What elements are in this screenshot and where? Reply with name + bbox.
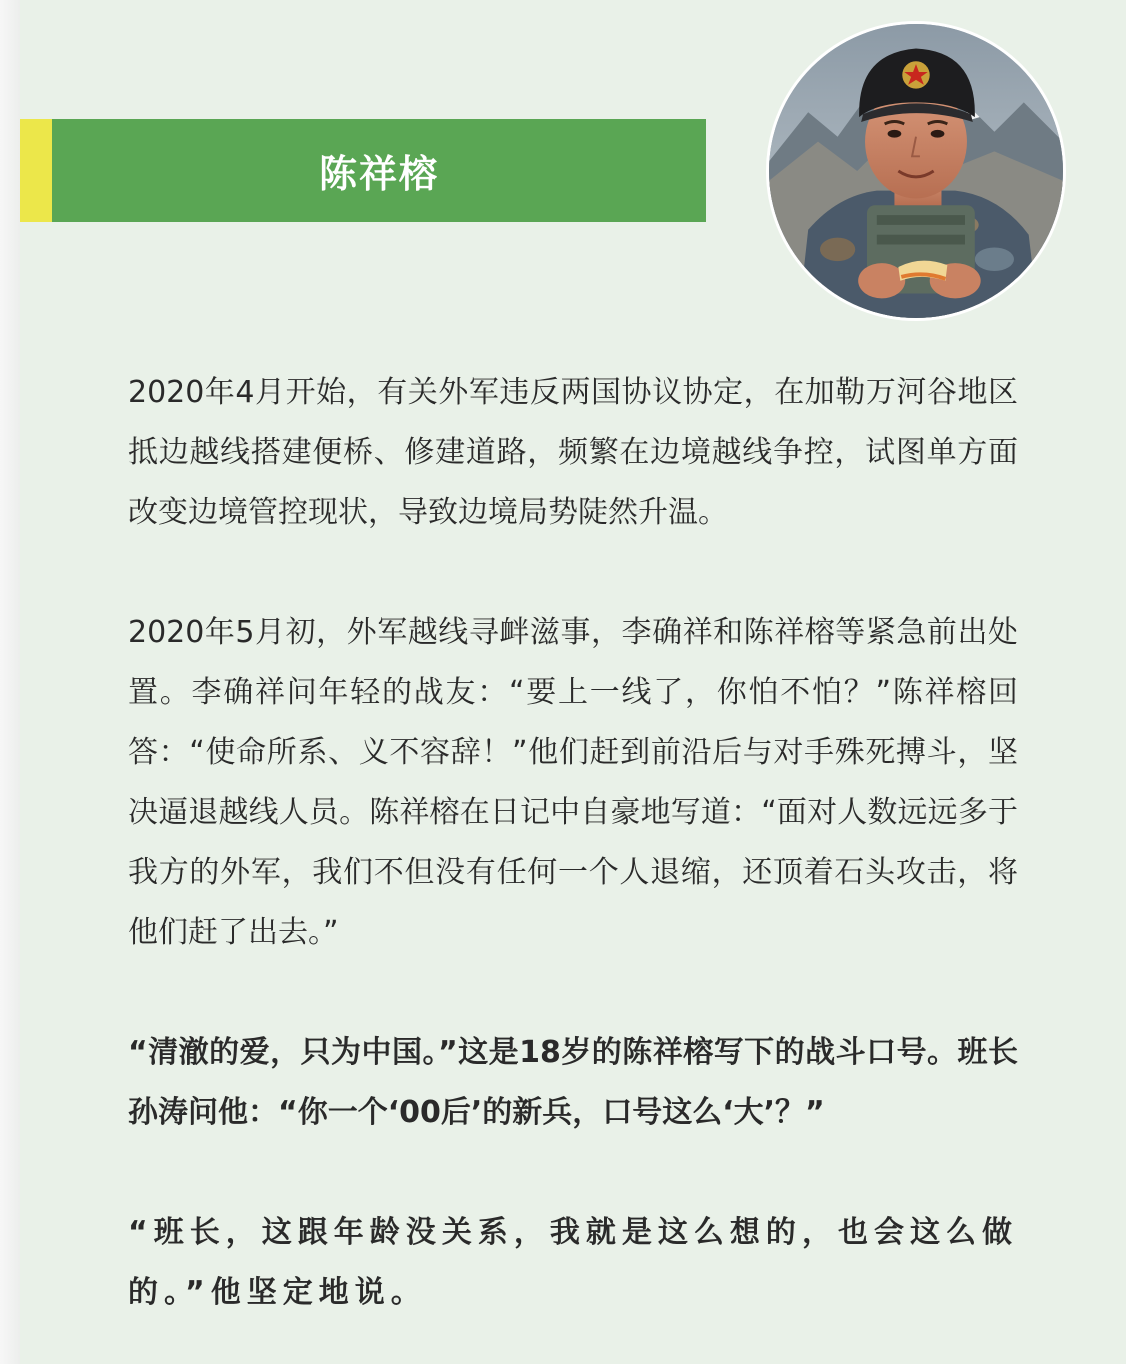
article-body	[128, 363, 1018, 1323]
paragraph-2: 2020年5月初，外军越线寻衅滋事，李确祥和陈祥榕等紧急前出处置。李确祥问年轻的战友：“要上一线了，你怕不怕？”陈祥榕回答：“使命所系、义不容辞！”他们赶到前沿后与对手殊死搏斗，坚决逼退越线人员。陈祥榕在日记中自豪地写道：“面对人数远远多于我方的外军，我们不但没有任何一个人退缩，还顶着石头攻击，将他们赶了出去。”	[128, 615, 1018, 950]
name-banner	[20, 119, 706, 222]
soldier-portrait-photo	[766, 21, 1066, 321]
paragraph-4: “班长，这跟年龄没关系，我就是这么想的，也会这么做的。”他坚定地说。	[128, 1215, 1018, 1310]
left-margin	[0, 0, 20, 1364]
banner-accent-bar	[20, 119, 52, 222]
portrait-illustration	[769, 24, 1063, 318]
hero-name-title: 陈祥榕	[318, 152, 439, 196]
paragraph-1: 2020年4月开始，有关外军违反两国协议协定，在加勒万河谷地区抵边越线搭建便桥、修建道路，频繁在边境越线争控，试图单方面改变边境管控现状，导致边境局势陡然升温。	[128, 375, 1018, 530]
paragraph-3: “清澈的爱，只为中国。”这是18岁的陈祥榕写下的战斗口号。班长孙涛问他：“你一个‘00后’的新兵，口号这么‘大’？”	[128, 1035, 1018, 1130]
banner-main	[52, 119, 706, 222]
